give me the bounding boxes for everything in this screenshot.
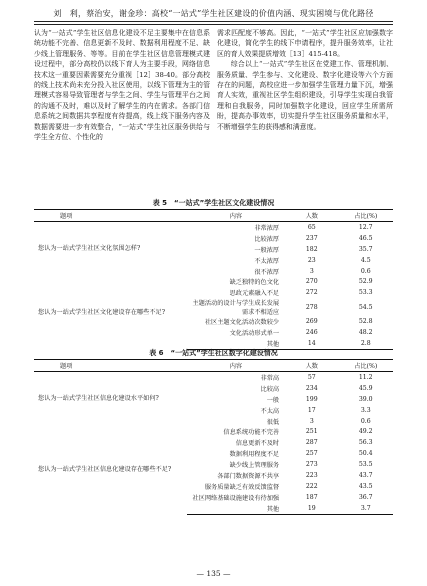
percent-cell: 0.6 [360,417,371,425]
table5-col-count: 人数 [285,210,338,222]
option-cell: 很低 [266,418,280,426]
page-number: — 135 — [196,569,231,578]
count-cell: 273 [305,461,318,469]
percent-cell: 46.5 [358,234,373,242]
option-cell: 各部门数据资源不共享 [217,472,280,480]
table6 [34,359,393,515]
percent-cell: 45.9 [358,384,373,392]
table6-col-question: 题项 [34,360,187,372]
table6-header-row [34,360,393,372]
percent-cell: 36.7 [358,493,373,501]
percent-cell: 3.7 [338,503,393,514]
option-cell: 不太浓厚 [254,257,280,265]
count-cell: 251 [305,428,318,436]
option-cell: 缺乏独特的色文化 [229,279,280,287]
option-cell: 一般浓厚 [254,246,280,254]
count-cell: 257 [305,450,318,458]
percent-cell: 53.5 [358,461,373,469]
option-cell: 社区网络基础设施建设有待加强 [192,494,280,502]
table5-col-percent: 占比(%) [338,210,393,222]
left-text-column [34,28,210,142]
option-cell: 缺少线上管理服务 [229,462,280,470]
count-cell: 19 [285,503,338,514]
option-cell: 非常浓厚 [254,224,280,232]
table-row [34,276,393,287]
count-cell: 3 [309,417,314,425]
count-cell: 278 [305,303,318,311]
option-cell: 信息系统功能不完善 [223,429,280,437]
count-cell: 199 [305,395,318,403]
option-cell: 服务质量缺乏有效反馈监督 [204,483,280,491]
table6-col-option: 内容 [187,360,285,372]
percent-cell: 53.3 [358,289,373,297]
percent-cell: 48.2 [358,329,373,337]
option-cell: 思政元素融入不足 [229,290,280,298]
option-cell: 非常高 [260,374,280,382]
right-paragraph-1: 需求匹配度不够高。因此，“一站式”学生社区应加强数字化建设，简化学生的线下申请程序，提升服务效率，让社区的育人效果提质增效［13］415-418。 [217,29,393,58]
option-cell: 信息更新不及时 [235,440,280,448]
count-cell: 246 [305,329,318,337]
table-row [34,426,393,437]
option-cell: 很不浓厚 [254,268,280,276]
count-cell: 270 [305,278,318,286]
table6-title: 表 6 “一站式”学生社区数字化建设情况 [149,349,278,357]
count-cell: 234 [305,384,318,392]
table5-question-1: 您认为一站式学生社区文化氛围怎样? [38,245,141,253]
table5-col-option: 内容 [187,210,285,222]
option-cell: 一般 [266,396,280,404]
table5-question-2: 您认为一站式学生社区文化建设存在哪些不足? [38,308,166,316]
percent-cell: 35.7 [358,245,373,253]
count-cell: 14 [285,338,338,349]
right-paragraph-2: 综合以上“一站式”学生社区在党建工作、管理机制、服务质量、学生参与、文化建设、数字化建设等六个方面存在的问题，高校应进一步加强学生管理力量下沉，增强育人实效，重视社区学生组织建设，引导学生实现自我管理和自我服务，同时加强数字化建设，回应学生所需所盼，提高办事效率，切实提升学生社区服务质量和水平，不断增强学生的获得感和满意度。 [217,60,393,131]
table-row [34,372,393,383]
table5 [34,209,393,350]
percent-cell: 0.6 [360,267,371,275]
table5-col-question: 题项 [34,210,187,222]
option-cell: 比较高 [260,385,280,393]
table6-col-percent: 占比(%) [338,360,393,372]
count-cell: 23 [307,256,316,264]
table-row [34,222,393,233]
percent-cell: 49.2 [358,428,373,436]
percent-cell: 4.5 [360,256,371,264]
count-cell: 57 [307,373,316,381]
option-cell: 数据利用程度不足 [229,451,280,459]
option-cell: 其他 [187,503,285,514]
percent-cell: 11.2 [358,373,373,381]
count-cell: 269 [305,318,318,326]
percent-cell: 54.5 [358,303,373,311]
percent-cell: 56.3 [358,439,373,447]
count-cell: 287 [305,439,318,447]
right-text-column [217,28,393,132]
count-cell: 223 [305,471,318,479]
percent-cell: 3.3 [360,406,371,414]
option-cell: 其他 [187,338,285,349]
count-cell: 65 [307,223,316,231]
count-cell: 272 [305,289,318,297]
left-paragraph: 认为“一站式”学生社区信息化建设不足主要集中在信息系统功能不完善、信息更新不及时、数据利用程度不足、缺少线上管理服务、等等。目前在学生社区信息管理模式建设过程中，部分高校仍以线下育人为主要手段，网络信息技术这一重要因素需要充分重视［12］38-40。部分高校的线上技术尚未充分投入社区使用，以线下管理为主的管理模式容易导致管理者与学生之间、学生与管理平台之间的沟通不及时，难以及时了解学生的内在需求。各部门信息系统之间数据共享程度有待提高，线上线下服务内容及数据需要进一步有效整合，“一站式”学生社区服务供给与学生全方位、个性化的 [34,29,210,142]
percent-cell: 52.8 [358,318,373,326]
percent-cell: 50.4 [358,450,373,458]
table6-question-1: 您认为一站式学生社区信息化建设水平如何? [38,395,159,403]
count-cell: 182 [305,245,318,253]
percent-cell: 12.7 [358,223,373,231]
count-cell: 222 [305,482,318,490]
option-cell: 比较浓厚 [254,235,280,243]
percent-cell: 52.9 [358,278,373,286]
count-cell: 3 [309,267,314,275]
count-cell: 237 [305,234,318,242]
count-cell: 17 [307,406,316,414]
running-header: 刘 利，蔡治安，谢金珍：高校“一站式”学生社区建设的价值内涵、现实困境与优化路径 [53,9,374,18]
option-cell: 主题活动的设计与学生成长发展需求不相适应 [192,300,280,317]
percent-cell: 2.8 [338,338,393,349]
option-cell: 文化活动形式单一 [229,330,280,338]
table6-question-2: 您认为一站式学生社区信息化建设存在哪些不足? [38,466,172,474]
header-rule [34,21,393,25]
option-cell: 不太高 [260,407,280,415]
count-cell: 187 [305,493,318,501]
option-cell: 社区主题文化活动次数较少 [204,319,280,327]
table6-col-count: 人数 [285,360,338,372]
percent-cell: 43.5 [358,482,373,490]
percent-cell: 39.0 [358,395,373,403]
table5-header-row [34,210,393,222]
percent-cell: 43.7 [358,471,373,479]
table5-title: 表 5 “一站式”学生社区文化建设情况 [152,199,275,207]
